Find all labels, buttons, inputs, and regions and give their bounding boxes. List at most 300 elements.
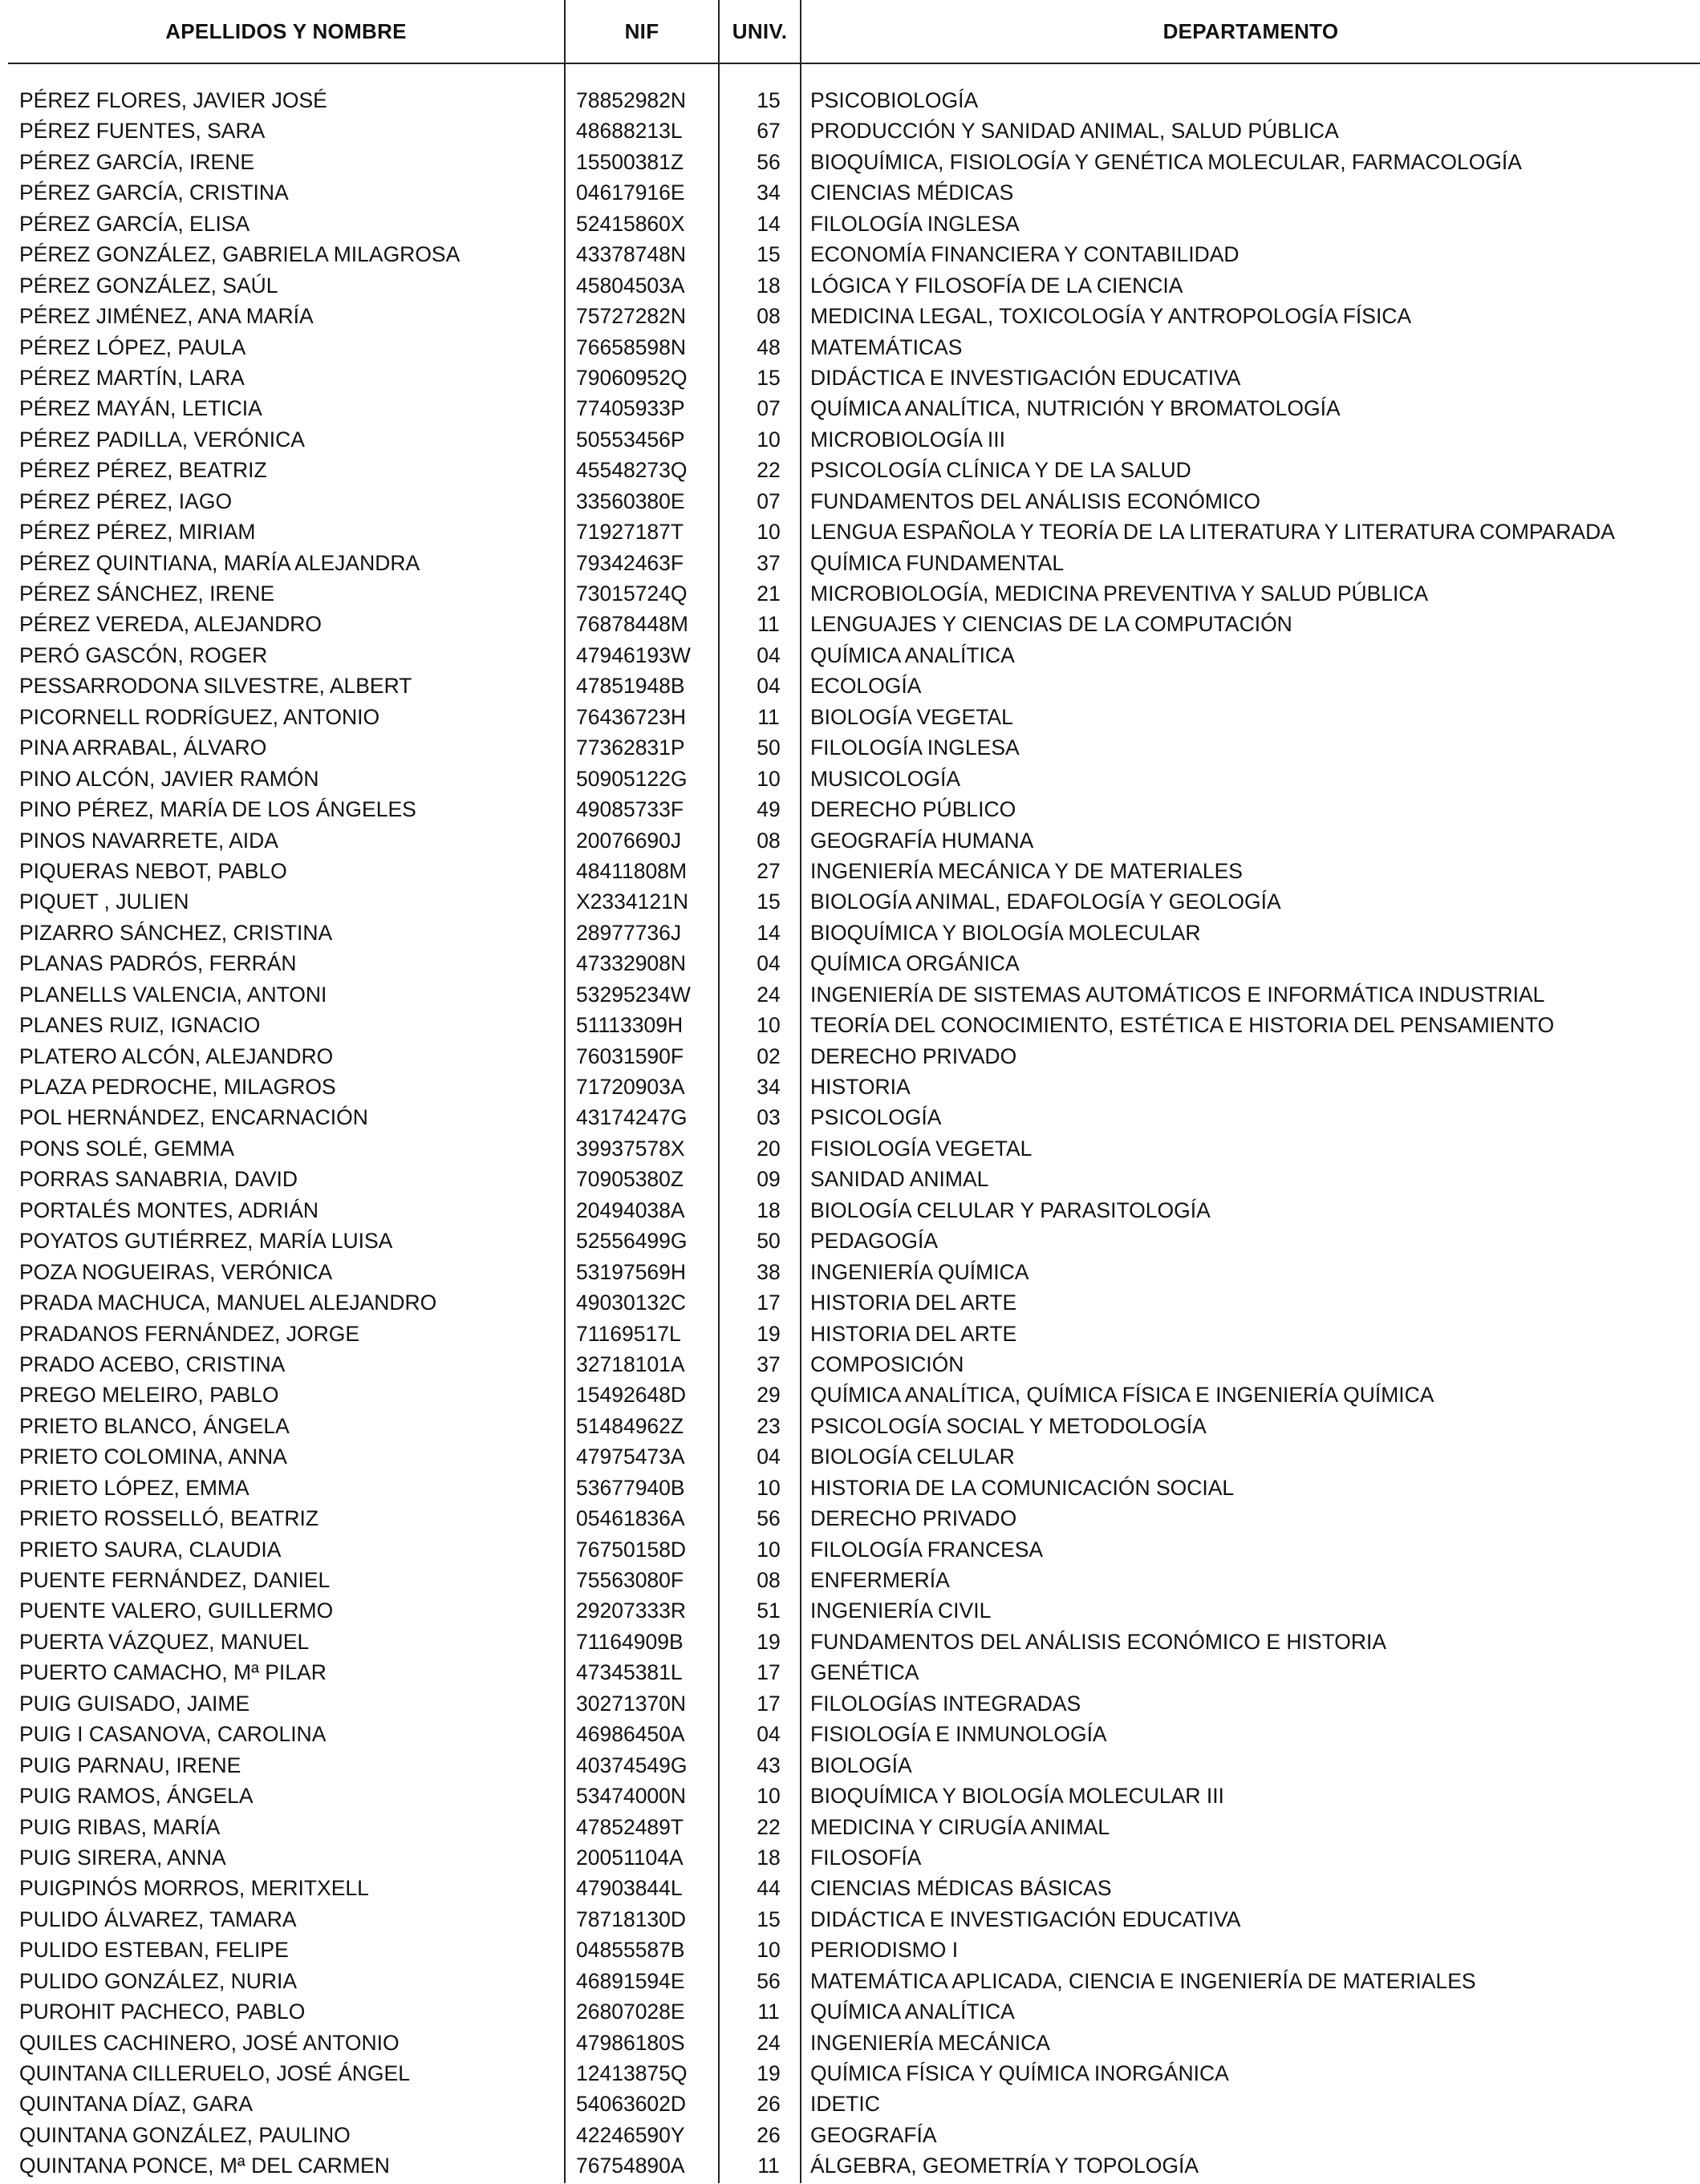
- cell-nif: 78852982N: [576, 88, 687, 112]
- cell-univ: 04: [757, 951, 781, 976]
- cell-univ: 26: [757, 2122, 781, 2147]
- cell-nif: 47345381L: [576, 1660, 683, 1685]
- cell-department: LÓGICA Y FILOSOFÍA DE LA CIENCIA: [810, 273, 1183, 298]
- table-row: [8, 550, 1700, 581]
- cell-name: PRADO ACEBO, CRISTINA: [19, 1351, 286, 1376]
- cell-name: PÉREZ SÁNCHEZ, IRENE: [19, 581, 275, 606]
- table-row: [8, 1444, 1700, 1474]
- cell-department: BIOLOGÍA: [810, 1752, 912, 1777]
- cell-department: QUÍMICA FÍSICA Y QUÍMICA INORGÁNICA: [810, 2061, 1229, 2085]
- cell-name: POL HERNÁNDEZ, ENCARNACIÓN: [19, 1105, 368, 1130]
- table-row: [8, 87, 1700, 118]
- table-row: [8, 1505, 1700, 1536]
- cell-department: QUÍMICA ANALÍTICA: [810, 2000, 1015, 2024]
- table-row: [8, 427, 1700, 457]
- cell-nif: 28977736J: [576, 920, 682, 945]
- cell-univ: 10: [757, 427, 781, 452]
- cell-name: PRIETO SAURA, CLAUDIA: [19, 1537, 282, 1562]
- cell-nif: 26807028E: [576, 2000, 685, 2024]
- cell-univ: 51: [757, 1598, 781, 1623]
- cell-nif: 78718130D: [576, 1906, 687, 1931]
- cell-univ: 08: [757, 828, 781, 853]
- cell-nif: 47946193W: [576, 642, 691, 667]
- cell-name: PUROHIT PACHECO, PABLO: [19, 2000, 306, 2024]
- table-row: [8, 2122, 1700, 2153]
- cell-department: PRODUCCIÓN Y SANIDAD ANIMAL, SALUD PÚBLICA: [810, 119, 1339, 144]
- cell-name: PORRAS SANABRIA, DAVID: [19, 1167, 298, 1192]
- cell-department: PSICOBIOLOGÍA: [810, 88, 979, 112]
- cell-univ: 17: [757, 1291, 781, 1315]
- cell-name: PRADANOS FERNÁNDEZ, JORGE: [19, 1321, 360, 1346]
- table-row: [8, 2153, 1700, 2183]
- cell-univ: 10: [757, 1537, 781, 1562]
- table-row: [8, 1659, 1700, 1690]
- cell-name: POZA NOGUEIRAS, VERÓNICA: [19, 1259, 333, 1284]
- cell-department: LENGUA ESPAÑOLA Y TEORÍA DE LA LITERATURA Y LITERATURA COMPARADA: [810, 520, 1615, 545]
- header-nif: NIF: [624, 19, 659, 43]
- cell-department: PEDAGOGÍA: [810, 1229, 939, 1254]
- cell-name: PLANELLS VALENCIA, ANTONI: [19, 982, 327, 1007]
- cell-nif: 39937578X: [576, 1136, 685, 1161]
- cell-department: FISIOLOGÍA VEGETAL: [810, 1136, 1033, 1161]
- cell-name: PÉREZ MARTÍN, LARA: [19, 365, 245, 390]
- cell-nif: 47903844L: [576, 1876, 683, 1901]
- table-row: [8, 365, 1700, 395]
- table-row: [8, 1937, 1700, 1967]
- cell-department: ECOLOGÍA: [810, 674, 922, 699]
- table-row: [8, 1290, 1700, 1320]
- cell-univ: 22: [757, 458, 781, 483]
- cell-univ: 34: [757, 1075, 781, 1099]
- cell-univ: 14: [757, 920, 781, 945]
- cell-univ: 24: [757, 2030, 781, 2055]
- cell-univ: 04: [757, 642, 781, 667]
- cell-univ: 03: [757, 1105, 781, 1130]
- cell-department: DIDÁCTICA E INVESTIGACIÓN EDUCATIVA: [810, 365, 1241, 390]
- cell-univ: 20: [757, 1136, 781, 1161]
- cell-name: PIZARRO SÁNCHEZ, CRISTINA: [19, 920, 333, 945]
- table-row: [8, 241, 1700, 272]
- table-row: [8, 2060, 1700, 2091]
- table-row: [8, 519, 1700, 549]
- cell-department: INGENIERÍA QUÍMICA: [810, 1259, 1029, 1284]
- cell-name: PÉREZ GARCÍA, IRENE: [19, 149, 255, 174]
- cell-univ: 15: [757, 242, 781, 267]
- cell-univ: 08: [757, 304, 781, 329]
- cell-department: LENGUAJES Y CIENCIAS DE LA COMPUTACIÓN: [810, 612, 1292, 637]
- cell-nif: 32718101A: [576, 1351, 685, 1376]
- table-row: [8, 488, 1700, 519]
- table-row: [8, 2091, 1700, 2121]
- cell-department: ÁLGEBRA, GEOMETRÍA Y TOPOLOGÍA: [810, 2154, 1199, 2178]
- table-row: [8, 1906, 1700, 1937]
- cell-department: MICROBIOLOGÍA III: [810, 427, 1005, 452]
- cell-nif: 47851948B: [576, 674, 685, 699]
- cell-nif: 30271370N: [576, 1691, 687, 1716]
- cell-nif: 71720903A: [576, 1075, 685, 1099]
- cell-department: BIOLOGÍA ANIMAL, EDAFOLOGÍA Y GEOLOGÍA: [810, 889, 1281, 914]
- cell-department: FILOLOGÍA INGLESA: [810, 735, 1020, 760]
- cell-name: PINO PÉREZ, MARÍA DE LOS ÁNGELES: [19, 797, 416, 822]
- cell-nif: 49085733F: [576, 797, 684, 822]
- cell-nif: 76754890A: [576, 2154, 685, 2178]
- table-row: [8, 1197, 1700, 1228]
- cell-nif: 45804503A: [576, 273, 685, 298]
- cell-univ: 09: [757, 1167, 781, 1192]
- cell-univ: 10: [757, 766, 781, 791]
- table-row: [8, 920, 1700, 950]
- cell-department: BIOQUÍMICA, FISIOLOGÍA Y GENÉTICA MOLECULAR, FARMACOLOGÍA: [810, 149, 1522, 174]
- cell-nif: 75727282N: [576, 304, 687, 329]
- cell-univ: 21: [757, 581, 781, 606]
- cell-nif: 76878448M: [576, 612, 688, 637]
- cell-department: GEOGRAFÍA: [810, 2122, 937, 2147]
- cell-univ: 10: [757, 1475, 781, 1500]
- cell-department: DERECHO PRIVADO: [810, 1506, 1017, 1531]
- cell-univ: 56: [757, 1968, 781, 1993]
- cell-name: PUIGPINÓS MORROS, MERITXELL: [19, 1876, 369, 1901]
- cell-name: PÉREZ GARCÍA, CRISTINA: [19, 180, 289, 205]
- cell-univ: 15: [757, 88, 781, 112]
- cell-nif: 15492648D: [576, 1383, 687, 1408]
- cell-name: PUIG SIRERA, ANNA: [19, 1845, 226, 1870]
- cell-name: PULIDO ÁLVAREZ, TAMARA: [19, 1906, 297, 1931]
- cell-univ: 10: [757, 1013, 781, 1038]
- table-row: [8, 273, 1700, 303]
- cell-nif: 46891594E: [576, 1968, 685, 1993]
- cell-nif: 46986450A: [576, 1722, 685, 1747]
- cell-univ: 18: [757, 1197, 781, 1222]
- table-row: [8, 1968, 1700, 1999]
- cell-department: QUÍMICA ORGÁNICA: [810, 951, 1020, 976]
- cell-department: QUÍMICA ANALÍTICA: [810, 642, 1015, 667]
- table-row: [8, 149, 1700, 180]
- cell-name: PLATERO ALCÓN, ALEJANDRO: [19, 1043, 334, 1068]
- cell-name: PLANES RUIZ, IGNACIO: [19, 1013, 261, 1038]
- cell-department: HISTORIA DE LA COMUNICACIÓN SOCIAL: [810, 1475, 1235, 1500]
- cell-nif: 75563080F: [576, 1568, 684, 1592]
- cell-univ: 34: [757, 180, 781, 205]
- table-row: [8, 673, 1700, 703]
- cell-department: BIOQUÍMICA Y BIOLOGÍA MOLECULAR: [810, 920, 1201, 945]
- cell-department: IDETIC: [810, 2092, 880, 2117]
- header-name: APELLIDOS Y NOMBRE: [165, 19, 407, 43]
- table-row: [8, 180, 1700, 210]
- header-univ: UNIV.: [732, 19, 788, 43]
- cell-department: FILOSOFÍA: [810, 1845, 922, 1870]
- table-row: [8, 1537, 1700, 1567]
- cell-department: INGENIERÍA MECÁNICA: [810, 2030, 1050, 2055]
- table-row: [8, 704, 1700, 735]
- cell-department: HISTORIA: [810, 1075, 911, 1099]
- table-row: [8, 1351, 1700, 1382]
- cell-univ: 17: [757, 1660, 781, 1685]
- cell-univ: 07: [757, 396, 781, 421]
- table-row: [8, 982, 1700, 1012]
- cell-nif: 29207333R: [576, 1598, 687, 1623]
- cell-name: PICORNELL RODRÍGUEZ, ANTONIO: [19, 704, 380, 729]
- cell-nif: 04617916E: [576, 180, 685, 205]
- table-row: [8, 1382, 1700, 1412]
- cell-name: PUIG PARNAU, IRENE: [19, 1752, 241, 1777]
- cell-department: BIOQUÍMICA Y BIOLOGÍA MOLECULAR III: [810, 1784, 1224, 1809]
- cell-univ: 08: [757, 1568, 781, 1592]
- cell-department: CIENCIAS MÉDICAS: [810, 180, 1014, 205]
- cell-department: FUNDAMENTOS DEL ANÁLISIS ECONÓMICO: [810, 488, 1261, 513]
- cell-name: PERÓ GASCÓN, ROGER: [19, 642, 268, 667]
- cell-nif: 20494038A: [576, 1197, 685, 1222]
- cell-nif: 52556499G: [576, 1229, 688, 1254]
- cell-univ: 15: [757, 1906, 781, 1931]
- cell-department: FUNDAMENTOS DEL ANÁLISIS ECONÓMICO E HISTORIA: [810, 1629, 1387, 1654]
- cell-nif: 71927187T: [576, 520, 684, 545]
- table-row: [8, 889, 1700, 919]
- cell-univ: 37: [757, 550, 781, 575]
- table-row: [8, 1074, 1700, 1104]
- cell-univ: 11: [757, 2154, 780, 2178]
- cell-name: PUIG I CASANOVA, CAROLINA: [19, 1722, 327, 1747]
- cell-name: PORTALÉS MONTES, ADRIÁN: [19, 1197, 319, 1222]
- cell-univ: 11: [757, 2000, 780, 2024]
- cell-name: PINA ARRABAL, ÁLVARO: [19, 735, 267, 760]
- cell-nif: 50905122G: [576, 766, 688, 791]
- cell-nif: 51113309H: [576, 1013, 684, 1038]
- cell-univ: 07: [757, 488, 781, 513]
- cell-univ: 38: [757, 1259, 781, 1284]
- table-row: [8, 1104, 1700, 1135]
- cell-nif: 51484962Z: [576, 1413, 684, 1438]
- cell-department: DERECHO PRIVADO: [810, 1043, 1017, 1068]
- cell-department: ENFERMERÍA: [810, 1568, 950, 1592]
- cell-nif: 73015724Q: [576, 581, 688, 606]
- table-row: [8, 1259, 1700, 1290]
- cell-department: MICROBIOLOGÍA, MEDICINA PREVENTIVA Y SALUD PÚBLICA: [810, 581, 1429, 606]
- cell-nif: 53677940B: [576, 1475, 685, 1500]
- table-row: [8, 395, 1700, 426]
- table-row: [8, 1475, 1700, 1505]
- table-row: [8, 581, 1700, 611]
- cell-nif: 53295234W: [576, 982, 691, 1007]
- cell-univ: 43: [757, 1752, 781, 1777]
- cell-univ: 56: [757, 149, 781, 174]
- cell-univ: 27: [757, 858, 781, 883]
- cell-name: QUINTANA DÍAZ, GARA: [19, 2092, 254, 2117]
- cell-univ: 17: [757, 1691, 781, 1716]
- cell-nif: 76031590F: [576, 1043, 684, 1068]
- table-row: [8, 828, 1700, 858]
- cell-department: QUÍMICA ANALÍTICA, QUÍMICA FÍSICA E INGENIERÍA QUÍMICA: [810, 1383, 1434, 1408]
- cell-nif: 47975473A: [576, 1445, 685, 1469]
- cell-univ: 04: [757, 1722, 781, 1747]
- cell-department: MATEMÁTICAS: [810, 334, 963, 359]
- table-row: [8, 1783, 1700, 1813]
- table-row: [8, 2030, 1700, 2060]
- table-header: [8, 0, 1700, 64]
- cell-nif: 79060952Q: [576, 365, 688, 390]
- cell-department: FILOLOGÍA FRANCESA: [810, 1537, 1044, 1562]
- cell-name: QUINTANA CILLERUELO, JOSÉ ÁNGEL: [19, 2061, 410, 2085]
- cell-name: PINO ALCÓN, JAVIER RAMÓN: [19, 766, 319, 791]
- cell-nif: 52415860X: [576, 211, 685, 236]
- cell-name: PLAZA PEDROCHE, MILAGROS: [19, 1075, 336, 1099]
- cell-nif: X2334121N: [576, 889, 688, 914]
- cell-name: PESSARRODONA SILVESTRE, ALBERT: [19, 674, 412, 699]
- cell-department: QUÍMICA ANALÍTICA, NUTRICIÓN Y BROMATOLOGÍA: [810, 396, 1341, 421]
- cell-department: MEDICINA Y CIRUGÍA ANIMAL: [810, 1814, 1110, 1839]
- cell-univ: 10: [757, 1938, 781, 1963]
- cell-department: TEORÍA DEL CONOCIMIENTO, ESTÉTICA E HISTORIA DEL PENSAMIENTO: [810, 1013, 1555, 1038]
- cell-nif: 20076690J: [576, 828, 682, 853]
- cell-department: COMPOSICIÓN: [810, 1351, 964, 1376]
- table-row: [8, 1228, 1700, 1258]
- cell-department: MATEMÁTICA APLICADA, CIENCIA E INGENIERÍA DE MATERIALES: [810, 1968, 1476, 1993]
- cell-department: PERIODISMO I: [810, 1938, 959, 1963]
- cell-nif: 77405933P: [576, 396, 685, 421]
- cell-name: PUIG RIBAS, MARÍA: [19, 1814, 221, 1839]
- table-row: [8, 858, 1700, 889]
- cell-department: HISTORIA DEL ARTE: [810, 1291, 1017, 1315]
- cell-univ: 18: [757, 273, 781, 298]
- cell-name: PRIETO ROSSELLÓ, BEATRIZ: [19, 1506, 319, 1531]
- cell-name: PUIG GUISADO, JAIME: [19, 1691, 250, 1716]
- table-row: [8, 118, 1700, 148]
- cell-univ: 19: [757, 1629, 781, 1654]
- cell-name: PUERTA VÁZQUEZ, MANUEL: [19, 1629, 310, 1654]
- cell-nif: 53474000N: [576, 1784, 687, 1809]
- cell-name: PRIETO BLANCO, ÁNGELA: [19, 1413, 290, 1438]
- cell-nif: 49030132C: [576, 1291, 687, 1315]
- cell-department: MEDICINA LEGAL, TOXICOLOGÍA Y ANTROPOLOGÍA FÍSICA: [810, 304, 1412, 329]
- cell-name: PÉREZ PÉREZ, MIRIAM: [19, 520, 256, 545]
- cell-nif: 20051104A: [576, 1845, 684, 1870]
- cell-nif: 79342463F: [576, 550, 684, 575]
- cell-nif: 76750158D: [576, 1537, 687, 1562]
- cell-name: PRIETO LÓPEZ, EMMA: [19, 1475, 250, 1500]
- cell-nif: 40374549G: [576, 1752, 688, 1777]
- cell-department: BIOLOGÍA CELULAR: [810, 1445, 1015, 1469]
- cell-nif: 42246590Y: [576, 2122, 685, 2147]
- cell-name: PUENTE FERNÁNDEZ, DANIEL: [19, 1568, 331, 1592]
- cell-univ: 14: [757, 211, 781, 236]
- cell-name: PREGO MELEIRO, PABLO: [19, 1383, 279, 1408]
- cell-department: FISIOLOGÍA E INMUNOLOGÍA: [810, 1722, 1107, 1747]
- table-body: [8, 87, 1700, 2184]
- cell-name: PULIDO GONZÁLEZ, NURIA: [19, 1968, 298, 1993]
- table-row: [8, 211, 1700, 241]
- cell-name: PLANAS PADRÓS, FERRÁN: [19, 951, 297, 976]
- cell-name: PIQUERAS NEBOT, PABLO: [19, 858, 287, 883]
- cell-name: PÉREZ QUINTIANA, MARÍA ALEJANDRA: [19, 550, 420, 575]
- cell-department: INGENIERÍA MECÁNICA Y DE MATERIALES: [810, 858, 1243, 883]
- table-row: [8, 1567, 1700, 1598]
- cell-department: BIOLOGÍA VEGETAL: [810, 704, 1013, 729]
- cell-univ: 26: [757, 2092, 781, 2117]
- cell-name: PÉREZ FLORES, JAVIER JOSÉ: [19, 88, 327, 112]
- table-row: [8, 1413, 1700, 1444]
- cell-nif: 48411808M: [576, 858, 688, 883]
- cell-department: BIOLOGÍA CELULAR Y PARASITOLOGÍA: [810, 1197, 1211, 1222]
- cell-univ: 04: [757, 674, 781, 699]
- cell-department: MUSICOLOGÍA: [810, 766, 961, 791]
- table-row: [8, 1999, 1700, 2029]
- cell-name: PÉREZ GONZÁLEZ, SAÚL: [19, 273, 278, 298]
- cell-department: PSICOLOGÍA: [810, 1105, 942, 1130]
- cell-univ: 44: [757, 1876, 781, 1901]
- table-row: [8, 1598, 1700, 1628]
- cell-department: INGENIERÍA CIVIL: [810, 1598, 992, 1623]
- cell-nif: 15500381Z: [576, 149, 684, 174]
- cell-name: QUINTANA PONCE, Mª DEL CARMEN: [19, 2154, 390, 2178]
- cell-nif: 53197569H: [576, 1259, 687, 1284]
- cell-name: PÉREZ VEREDA, ALEJANDRO: [19, 612, 322, 637]
- table-row: [8, 1629, 1700, 1659]
- cell-univ: 19: [757, 2061, 781, 2085]
- cell-univ: 10: [757, 1784, 781, 1809]
- cell-univ: 50: [757, 735, 781, 760]
- cell-department: PSICOLOGÍA SOCIAL Y METODOLOGÍA: [810, 1413, 1207, 1438]
- cell-nif: 50553456P: [576, 427, 685, 452]
- table-row: [8, 457, 1700, 488]
- table-row: [8, 334, 1700, 365]
- cell-department: GEOGRAFÍA HUMANA: [810, 828, 1034, 853]
- table-row: [8, 1321, 1700, 1351]
- cell-univ: 10: [757, 520, 781, 545]
- cell-univ: 11: [757, 612, 780, 637]
- cell-nif: 45548273Q: [576, 458, 688, 483]
- cell-name: PIQUET , JULIEN: [19, 889, 189, 914]
- cell-univ: 37: [757, 1351, 781, 1376]
- cell-name: PÉREZ LÓPEZ, PAULA: [19, 334, 246, 359]
- cell-univ: 18: [757, 1845, 781, 1870]
- cell-univ: 11: [757, 704, 780, 729]
- table-row: [8, 1845, 1700, 1875]
- cell-name: PÉREZ MAYÁN, LETICIA: [19, 396, 262, 421]
- cell-name: PINOS NAVARRETE, AIDA: [19, 828, 278, 853]
- cell-nif: 05461836A: [576, 1506, 685, 1531]
- table-row: [8, 735, 1700, 765]
- cell-nif: 76658598N: [576, 334, 687, 359]
- table-row: [8, 611, 1700, 642]
- table-row: [8, 1691, 1700, 1721]
- table-row: [8, 1043, 1700, 1074]
- cell-univ: 56: [757, 1506, 781, 1531]
- cell-univ: 50: [757, 1229, 781, 1254]
- table-row: [8, 1752, 1700, 1783]
- table-row: [8, 1814, 1700, 1845]
- table-row: [8, 796, 1700, 827]
- cell-nif: 47986180S: [576, 2030, 685, 2055]
- table-row: [8, 1012, 1700, 1043]
- cell-name: PÉREZ GONZÁLEZ, GABRIELA MILAGROSA: [19, 242, 461, 267]
- cell-univ: 67: [757, 119, 781, 144]
- cell-department: DERECHO PÚBLICO: [810, 797, 1016, 822]
- cell-name: PONS SOLÉ, GEMMA: [19, 1136, 235, 1161]
- table-row: [8, 766, 1700, 796]
- cell-department: SANIDAD ANIMAL: [810, 1167, 989, 1192]
- cell-univ: 22: [757, 1814, 781, 1839]
- cell-univ: 15: [757, 365, 781, 390]
- cell-nif: 43378748N: [576, 242, 687, 267]
- cell-department: QUÍMICA FUNDAMENTAL: [810, 550, 1065, 575]
- cell-nif: 04855587B: [576, 1938, 685, 1963]
- cell-nif: 48688213L: [576, 119, 683, 144]
- cell-nif: 70905380Z: [576, 1167, 684, 1192]
- cell-department: DIDÁCTICA E INVESTIGACIÓN EDUCATIVA: [810, 1906, 1241, 1931]
- cell-name: PRIETO COLOMINA, ANNA: [19, 1445, 287, 1469]
- cell-univ: 29: [757, 1383, 781, 1408]
- cell-name: PUENTE VALERO, GUILLERMO: [19, 1598, 334, 1623]
- table-row: [8, 1166, 1700, 1197]
